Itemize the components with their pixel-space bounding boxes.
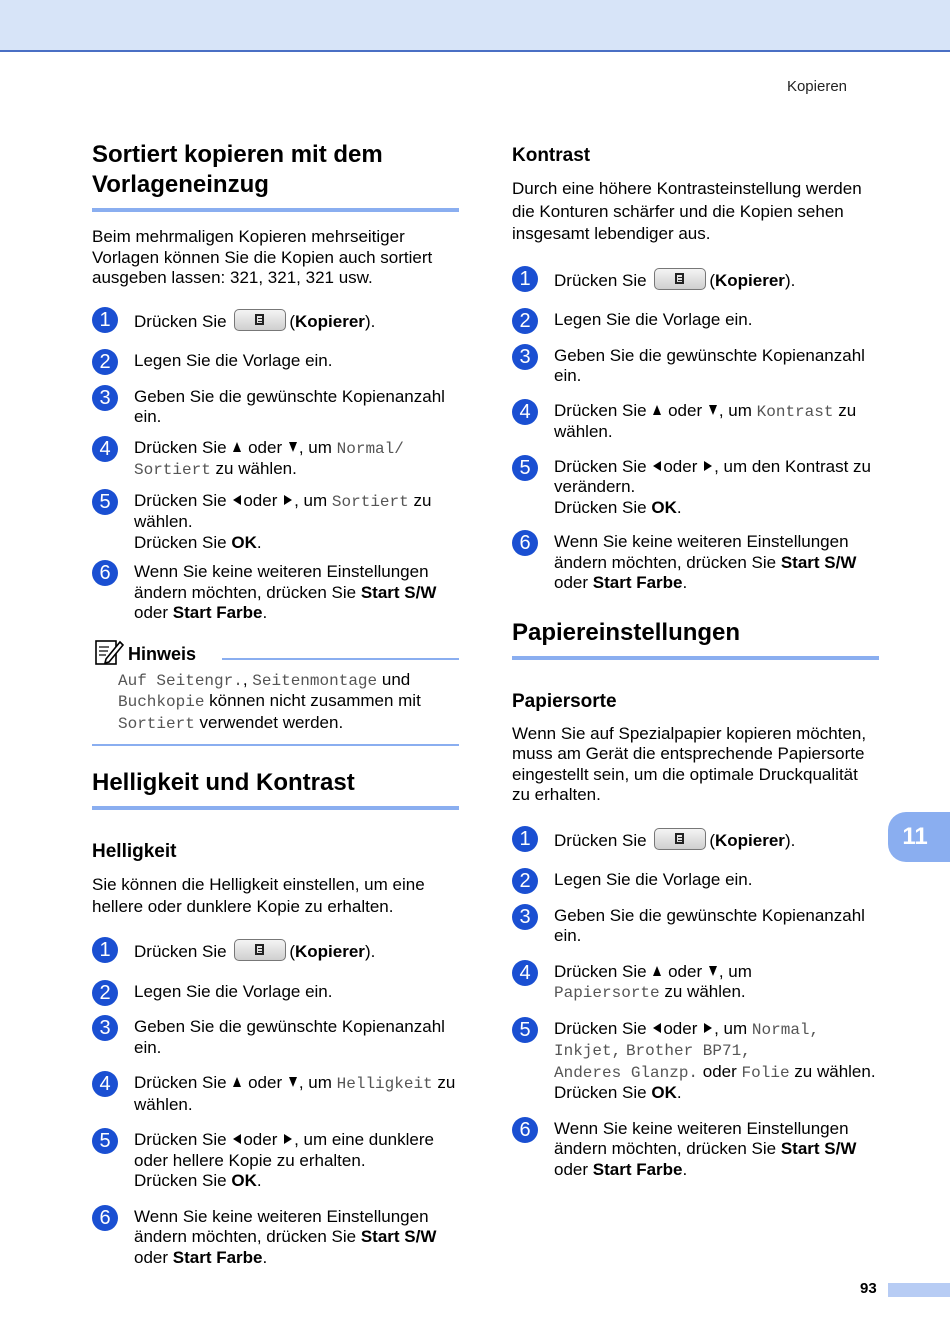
copy-key-icon bbox=[654, 828, 706, 850]
top-color-bar bbox=[0, 0, 950, 52]
section-title-helligkeit-kontrast: Helligkeit und Kontrast bbox=[92, 768, 459, 810]
arrow-up-icon bbox=[233, 442, 241, 452]
steps-kontrast: 1 Drücken Sie (Kopierer). 2 Legen Sie die Vorlage ein. 3 Geben Sie die gewünschte Kopienanzahl ein. 4 Drücken Sie oder , um Kontrast zu wählen. 5 Drücken Sie oder , um den Kontrast zu verändern. Drücken Sie OK. 6 Wenn Sie keine weiteren Einstellungen ändern möchten, drücken Sie Start S/W oder Start Farbe. bbox=[512, 268, 879, 594]
note-title: Hinweis bbox=[128, 643, 197, 664]
arrow-left-icon bbox=[653, 1023, 661, 1033]
copy-key-icon bbox=[654, 268, 706, 290]
section-title-sortiert: Sortiert kopieren mit dem Vorlageneinzug bbox=[92, 140, 459, 212]
note-box bbox=[92, 638, 459, 747]
subsection-helligkeit: Helligkeit bbox=[92, 841, 177, 862]
arrow-down-icon bbox=[709, 966, 717, 976]
copy-key-icon bbox=[234, 309, 286, 331]
intro-helligkeit: Sie können die Helligkeit einstellen, um eine hellere oder dunklere Kopie zu erhalten. bbox=[92, 875, 425, 916]
step-1: 1 Drücken Sie (Kopierer). bbox=[92, 309, 459, 333]
step-number: 1 bbox=[92, 307, 118, 333]
arrow-right-icon bbox=[284, 1134, 292, 1144]
step-6: 6 Wenn Sie keine weiteren Einstellungen ändern möchten, drücken Sie Start S/W oder Start Farbe. bbox=[92, 562, 459, 624]
step-4: 4 Drücken Sie oder , um Normal/ Sortiert zu wählen. bbox=[92, 438, 459, 481]
arrow-down-icon bbox=[289, 442, 297, 452]
note-rule bbox=[222, 658, 459, 660]
left-column bbox=[92, 140, 459, 1268]
copy-key-icon bbox=[234, 939, 286, 961]
steps-papiersorte: 1 Drücken Sie (Kopierer). 2 Legen Sie die Vorlage ein. 3 Geben Sie die gewünschte Kopienanzahl ein. 4 Drücken Sie oder , um Papiersorte zu wählen. 5 Drücken Sie oder , um Normal, Inkjet, Brother BP71, Anderes Glanzp. oder Folie zu wählen. Drücken Sie OK. 6 Wenn Sie keine weiteren Einstellungen ändern möchten, drücken Sie Start S/W oder Start Farbe. bbox=[512, 828, 879, 1181]
subsection-kontrast: Kontrast bbox=[512, 145, 591, 166]
arrow-left-icon bbox=[233, 495, 241, 505]
arrow-up-icon bbox=[653, 966, 661, 976]
chapter-tab: 11 bbox=[888, 812, 950, 862]
running-header: Kopieren bbox=[786, 78, 847, 95]
steps-helligkeit: 1 Drücken Sie (Kopierer). 2 Legen Sie die Vorlage ein. 3 Geben Sie die gewünschte Kopienanzahl ein. 4 Drücken Sie oder , um Helligkeit zu wählen. 5 Drücken Sie oder , um eine dunklere oder hellere Kopie zu erhalten. Drücken Sie OK. 6 Wenn Sie keine weiteren Einstellungen ändern möchten, drücken Sie Start S/W oder Start Farbe. bbox=[92, 939, 459, 1268]
note-bottom-rule bbox=[92, 744, 459, 746]
arrow-left-icon bbox=[233, 1134, 241, 1144]
arrow-up-icon bbox=[653, 405, 661, 415]
footer-bar bbox=[888, 1283, 950, 1297]
arrow-up-icon bbox=[233, 1077, 241, 1087]
arrow-left-icon bbox=[653, 461, 661, 471]
step-5: 5 Drücken Sie oder , um Sortiert zu wählen. Drücken Sie OK. bbox=[92, 491, 459, 554]
step-3: 3 Geben Sie die gewünschte Kopienanzahl ein. bbox=[92, 387, 459, 428]
arrow-right-icon bbox=[704, 1023, 712, 1033]
arrow-right-icon bbox=[284, 495, 292, 505]
intro-kontrast: Durch eine höhere Kontrasteinstellung werden die Konturen schärfer und die Kopien sehen insgesamt lebendiger aus. bbox=[512, 179, 862, 243]
intro-papiersorte: Wenn Sie auf Spezialpapier kopieren möchten, muss am Gerät die entsprechende Papiersorte eingestellt sein, um die optimale Druckqualität zu erhalten. bbox=[512, 723, 867, 804]
page-number: 93 bbox=[860, 1280, 877, 1297]
note-text: Auf Seitengr., Seitenmontage und Buchkopie können nicht zusammen mit Sortiert verwendet werden. bbox=[118, 669, 421, 733]
right-column bbox=[512, 144, 879, 1180]
arrow-down-icon bbox=[709, 405, 717, 415]
arrow-down-icon bbox=[289, 1077, 297, 1087]
note-pencil-icon bbox=[94, 638, 124, 666]
steps-sortiert bbox=[92, 309, 459, 624]
arrow-right-icon bbox=[704, 461, 712, 471]
step-2: 2 Legen Sie die Vorlage ein. bbox=[92, 351, 459, 372]
section-title-papiereinstellungen: Papiereinstellungen bbox=[512, 618, 879, 660]
subsection-papiersorte: Papiersorte bbox=[512, 690, 617, 712]
intro-sortiert: Beim mehrmaligen Kopieren mehrseitiger Vorlagen können Sie die Kopien auch sortiert ausgeben lassen: 321, 321, 321 usw. bbox=[92, 227, 433, 287]
